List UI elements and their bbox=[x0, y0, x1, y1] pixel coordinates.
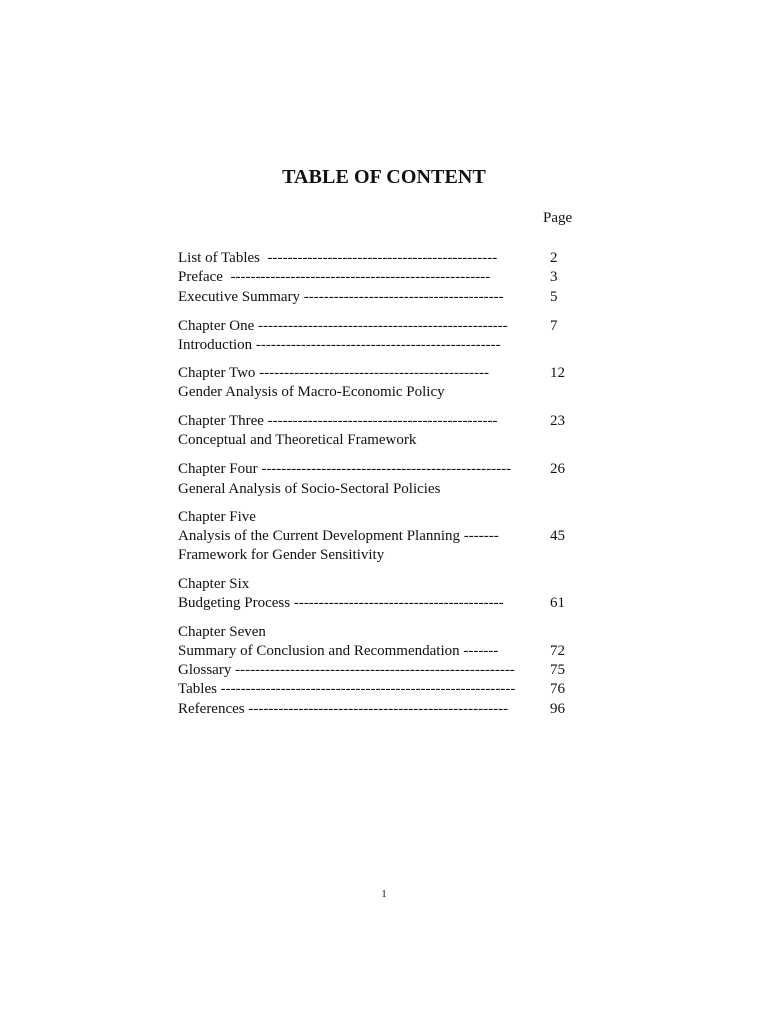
toc-page-number: 61 bbox=[550, 595, 565, 611]
toc-page-number: 3 bbox=[550, 269, 558, 285]
toc-page-number: 72 bbox=[550, 643, 565, 659]
toc-entry-tables: Tables ----------------------------------------------------------- bbox=[178, 681, 516, 697]
toc-entry-chapter-seven: Chapter Seven bbox=[178, 624, 266, 640]
toc-entry-budgeting-process: Budgeting Process ------------------------------------------ bbox=[178, 595, 504, 611]
toc-entry-references: References ---------------------------------------------------- bbox=[178, 701, 509, 717]
toc-page-number: 7 bbox=[550, 318, 558, 334]
toc-entry-gender-sensitivity: Framework for Gender Sensitivity bbox=[178, 547, 385, 563]
toc-entry-list-of-tables: List of Tables ---------------------------------------------- bbox=[178, 250, 498, 266]
toc-entry-chapter-four: Chapter Four -------------------------------------------------- bbox=[178, 461, 512, 477]
toc-entry-executive-summary: Executive Summary ---------------------------------------- bbox=[178, 289, 504, 305]
toc-page-number: 76 bbox=[550, 681, 565, 697]
toc-entry-introduction: Introduction ------------------------------------------------- bbox=[178, 337, 501, 353]
toc-entry-glossary: Glossary -------------------------------------------------------- bbox=[178, 662, 515, 678]
toc-page-number: 5 bbox=[550, 289, 558, 305]
toc-entry-summary-conclusion: Summary of Conclusion and Recommendation ------- bbox=[178, 643, 499, 659]
toc-entry-socio-sectoral: General Analysis of Socio-Sectoral Policies bbox=[178, 481, 441, 497]
toc-entry-development-planning: Analysis of the Current Development Planning ------- bbox=[178, 528, 499, 544]
toc-page-number: 45 bbox=[550, 528, 565, 544]
toc-page-number: 96 bbox=[550, 701, 565, 717]
toc-page-number: 12 bbox=[550, 365, 565, 381]
toc-entry-chapter-one: Chapter One -------------------------------------------------- bbox=[178, 318, 508, 334]
toc-entry-gender-analysis: Gender Analysis of Macro-Economic Policy bbox=[178, 384, 445, 400]
toc-entry-chapter-five: Chapter Five bbox=[178, 509, 256, 525]
footer-page-number: 1 bbox=[381, 888, 387, 900]
toc-entry-conceptual-framework: Conceptual and Theoretical Framework bbox=[178, 432, 417, 448]
toc-entry-chapter-three: Chapter Three ---------------------------------------------- bbox=[178, 413, 498, 429]
toc-entry-chapter-six: Chapter Six bbox=[178, 576, 250, 592]
toc-entry-chapter-two: Chapter Two ---------------------------------------------- bbox=[178, 365, 489, 381]
toc-page-number: 2 bbox=[550, 250, 558, 266]
page-title: TABLE OF CONTENT bbox=[282, 166, 486, 188]
toc-page-number: 75 bbox=[550, 662, 565, 678]
toc-page-number: 26 bbox=[550, 461, 565, 477]
toc-page-number: 23 bbox=[550, 413, 565, 429]
toc-entry-preface: Preface ---------------------------------------------------- bbox=[178, 269, 491, 285]
page-column-header: Page bbox=[543, 210, 573, 226]
